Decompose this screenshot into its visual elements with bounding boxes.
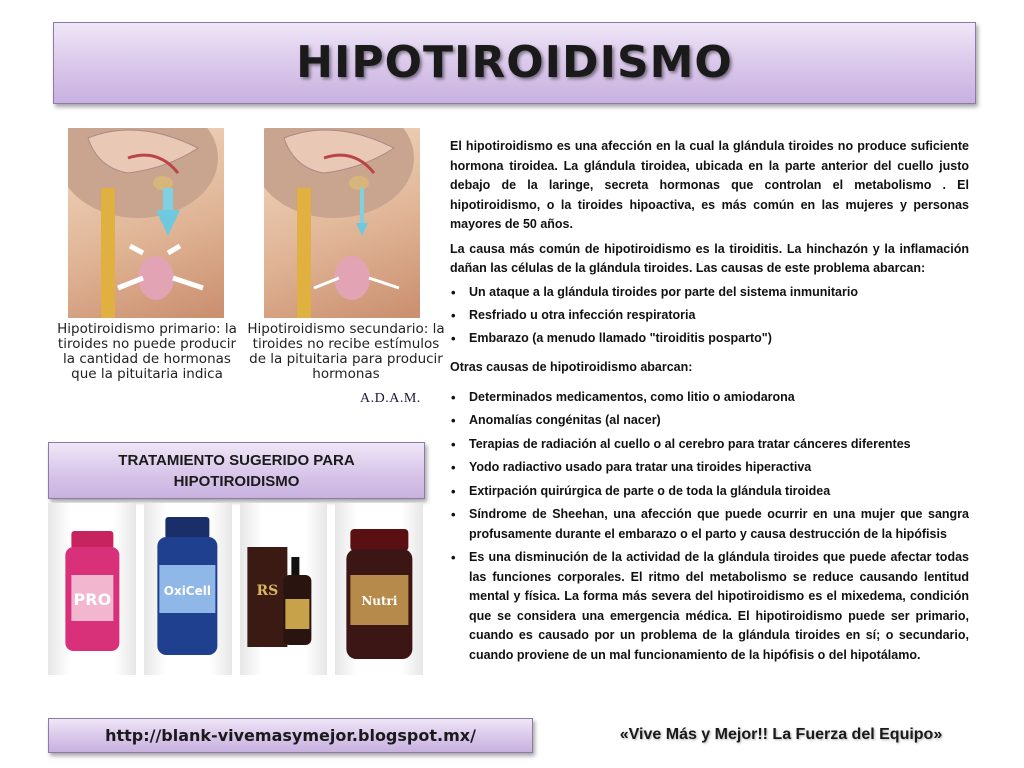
secondary-caption: Hipotiroidismo secundario: la tiroides no recibe estímulos de la pituitaria para producir hormonas xyxy=(247,321,445,382)
product-label: Nutri xyxy=(361,594,398,608)
page-title: HIPOTIROIDISMO xyxy=(296,37,733,88)
list-item: • Síndrome de Sheehan, una afección que puede ocurrir en una mujer que sangra profusamente durante el embarazo o el parto y causa destrucción de la hipófisis xyxy=(450,505,969,544)
product-strip xyxy=(48,503,423,675)
other-causes-list xyxy=(450,388,969,666)
product-jar xyxy=(335,503,423,675)
url-banner xyxy=(48,718,533,753)
list-item: • Yodo radiactivo usado para tratar una tiroides hiperactiva xyxy=(450,458,969,478)
list-item: • Determinados medicamentos, como litio o amiodarona xyxy=(450,388,969,408)
treatment-line-2: HIPOTIROIDISMO xyxy=(173,473,300,490)
treatment-line-1: TRATAMIENTO SUGERIDO PARA xyxy=(118,452,355,469)
primary-hypothyroidism-illustration xyxy=(68,128,224,318)
adam-logo: A.D.A.M. xyxy=(360,391,421,406)
list-item: • Extirpación quirúrgica de parte o de toda la glándula tiroidea xyxy=(450,482,969,502)
product-oxicell-bottle xyxy=(144,503,232,675)
list-item: • Terapias de radiación al cuello o al cerebro para tratar cánceres diferentes xyxy=(450,435,969,455)
slogan: «Vive Más y Mejor!! La Fuerza del Equipo» xyxy=(619,726,943,743)
treatment-heading xyxy=(49,450,424,492)
intro-paragraph: El hipotiroidismo es una afección en la cual la glándula tiroides no produce suficiente hormona tiroidea. La glándula tiroidea, ubicada en la parte anterior del cuello justo debajo de la laringe, secreta hormonas que controlan el metabolismo . El hipotiroidismo, o la tiroides hipoactiva, es más común en las mujeres y personas mayores de 50 años. xyxy=(450,139,969,231)
head-anatomy-icon xyxy=(68,128,224,318)
bottle-icon xyxy=(48,503,136,675)
jar-icon xyxy=(335,503,423,675)
causes-list xyxy=(450,283,969,349)
product-label: RS xyxy=(256,583,278,599)
product-pink-bottle xyxy=(48,503,136,675)
title-banner xyxy=(53,22,976,104)
head-anatomy-icon xyxy=(264,128,420,318)
product-label: PRO xyxy=(73,590,112,609)
list-item: • Un ataque a la glándula tiroides por parte del sistema inmunitario xyxy=(450,283,969,303)
list-item: • Resfriado u otra infección respiratoria xyxy=(450,306,969,326)
bottle-icon xyxy=(240,503,328,675)
list-item: • Embarazo (a menudo llamado "tiroiditis posparto") xyxy=(450,329,969,349)
treatment-banner xyxy=(48,442,425,499)
article-body xyxy=(450,137,969,669)
primary-caption: Hipotiroidismo primario: la tiroides no puede producir la cantidad de hormonas que la pituitaria indica xyxy=(57,321,237,382)
bottle-icon xyxy=(144,503,232,675)
product-rs-bottle xyxy=(240,503,328,675)
list-item: • Anomalías congénitas (al nacer) xyxy=(450,411,969,431)
causes-paragraph: La causa más común de hipotiroidismo es la tiroiditis. La hinchazón y la inflamación dañan las células de la glándula tiroides. Las causas de este problema abarcan: xyxy=(450,241,969,275)
other-causes-heading: Otras causas de hipotiroidismo abarcan: xyxy=(450,360,693,374)
secondary-hypothyroidism-illustration xyxy=(264,128,420,318)
blog-link[interactable]: http://blank-vivemasymejor.blogspot.mx/ xyxy=(105,726,476,745)
product-label: OxiCell xyxy=(163,584,211,598)
list-item: • Es una disminución de la actividad de la glándula tiroides que puede afectar todas las funciones corporales. El ritmo del metabolismo se reduce causando lentitud mental y física. La forma más severa del hipotiroidismo es el mixedema, condición que se considera una emergencia médica. El hipotiroidismo puede ser primario, cuando es causado por un problema de la glándula tiroides en sí; o secundario, cuando proviene de un mal funcionamiento de la hipófisis o del hipotálamo. xyxy=(450,548,969,665)
